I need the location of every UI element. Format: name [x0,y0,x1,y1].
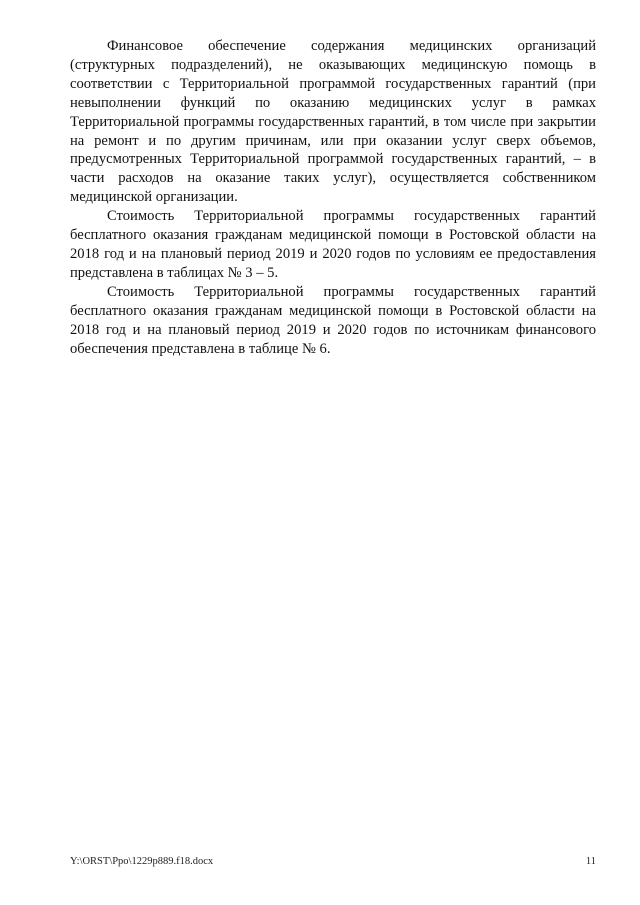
document-body [70,37,596,358]
paragraph-financing: Финансовое обеспечение содержания медицинских организаций (структурных подразделений), не оказывающих медицинскую помощь в соответствии с Территориальной программой государственных гарантий (при невыполнении функций по оказанию медицинских услуг в рамках Территориальной программы государственных гарантий, в том числе при закрытии на ремонт и по другим причинам, или при оказании услуг сверх объемов, предусмотренных Территориальной программой государственных гарантий, – в части расходов на оказание таких услуг), осуществляется собственником медицинской организации. [70,38,596,206]
footer-file-path: Y:\ORST\Ppo\1229p889.f18.docx [70,856,214,867]
page-footer [70,855,596,869]
page-number: 11 [585,856,596,867]
paragraph-cost-by-sources: Стоимость Территориальной программы государственных гарантий бесплатного оказания гражданам медицинской помощи в Ростовской области на 2018 год и на плановый период 2019 и 2020 годов по источникам финансового обеспечения представлена в таблице № 6. [70,283,596,357]
paragraph-cost-by-conditions: Стоимость Территориальной программы государственных гарантий бесплатного оказания гражданам медицинской помощи в Ростовской области на 2018 год и на плановый период 2019 и 2020 годов по условиям ее предоставления представлена в таблицах № 3 – 5. [70,208,596,281]
